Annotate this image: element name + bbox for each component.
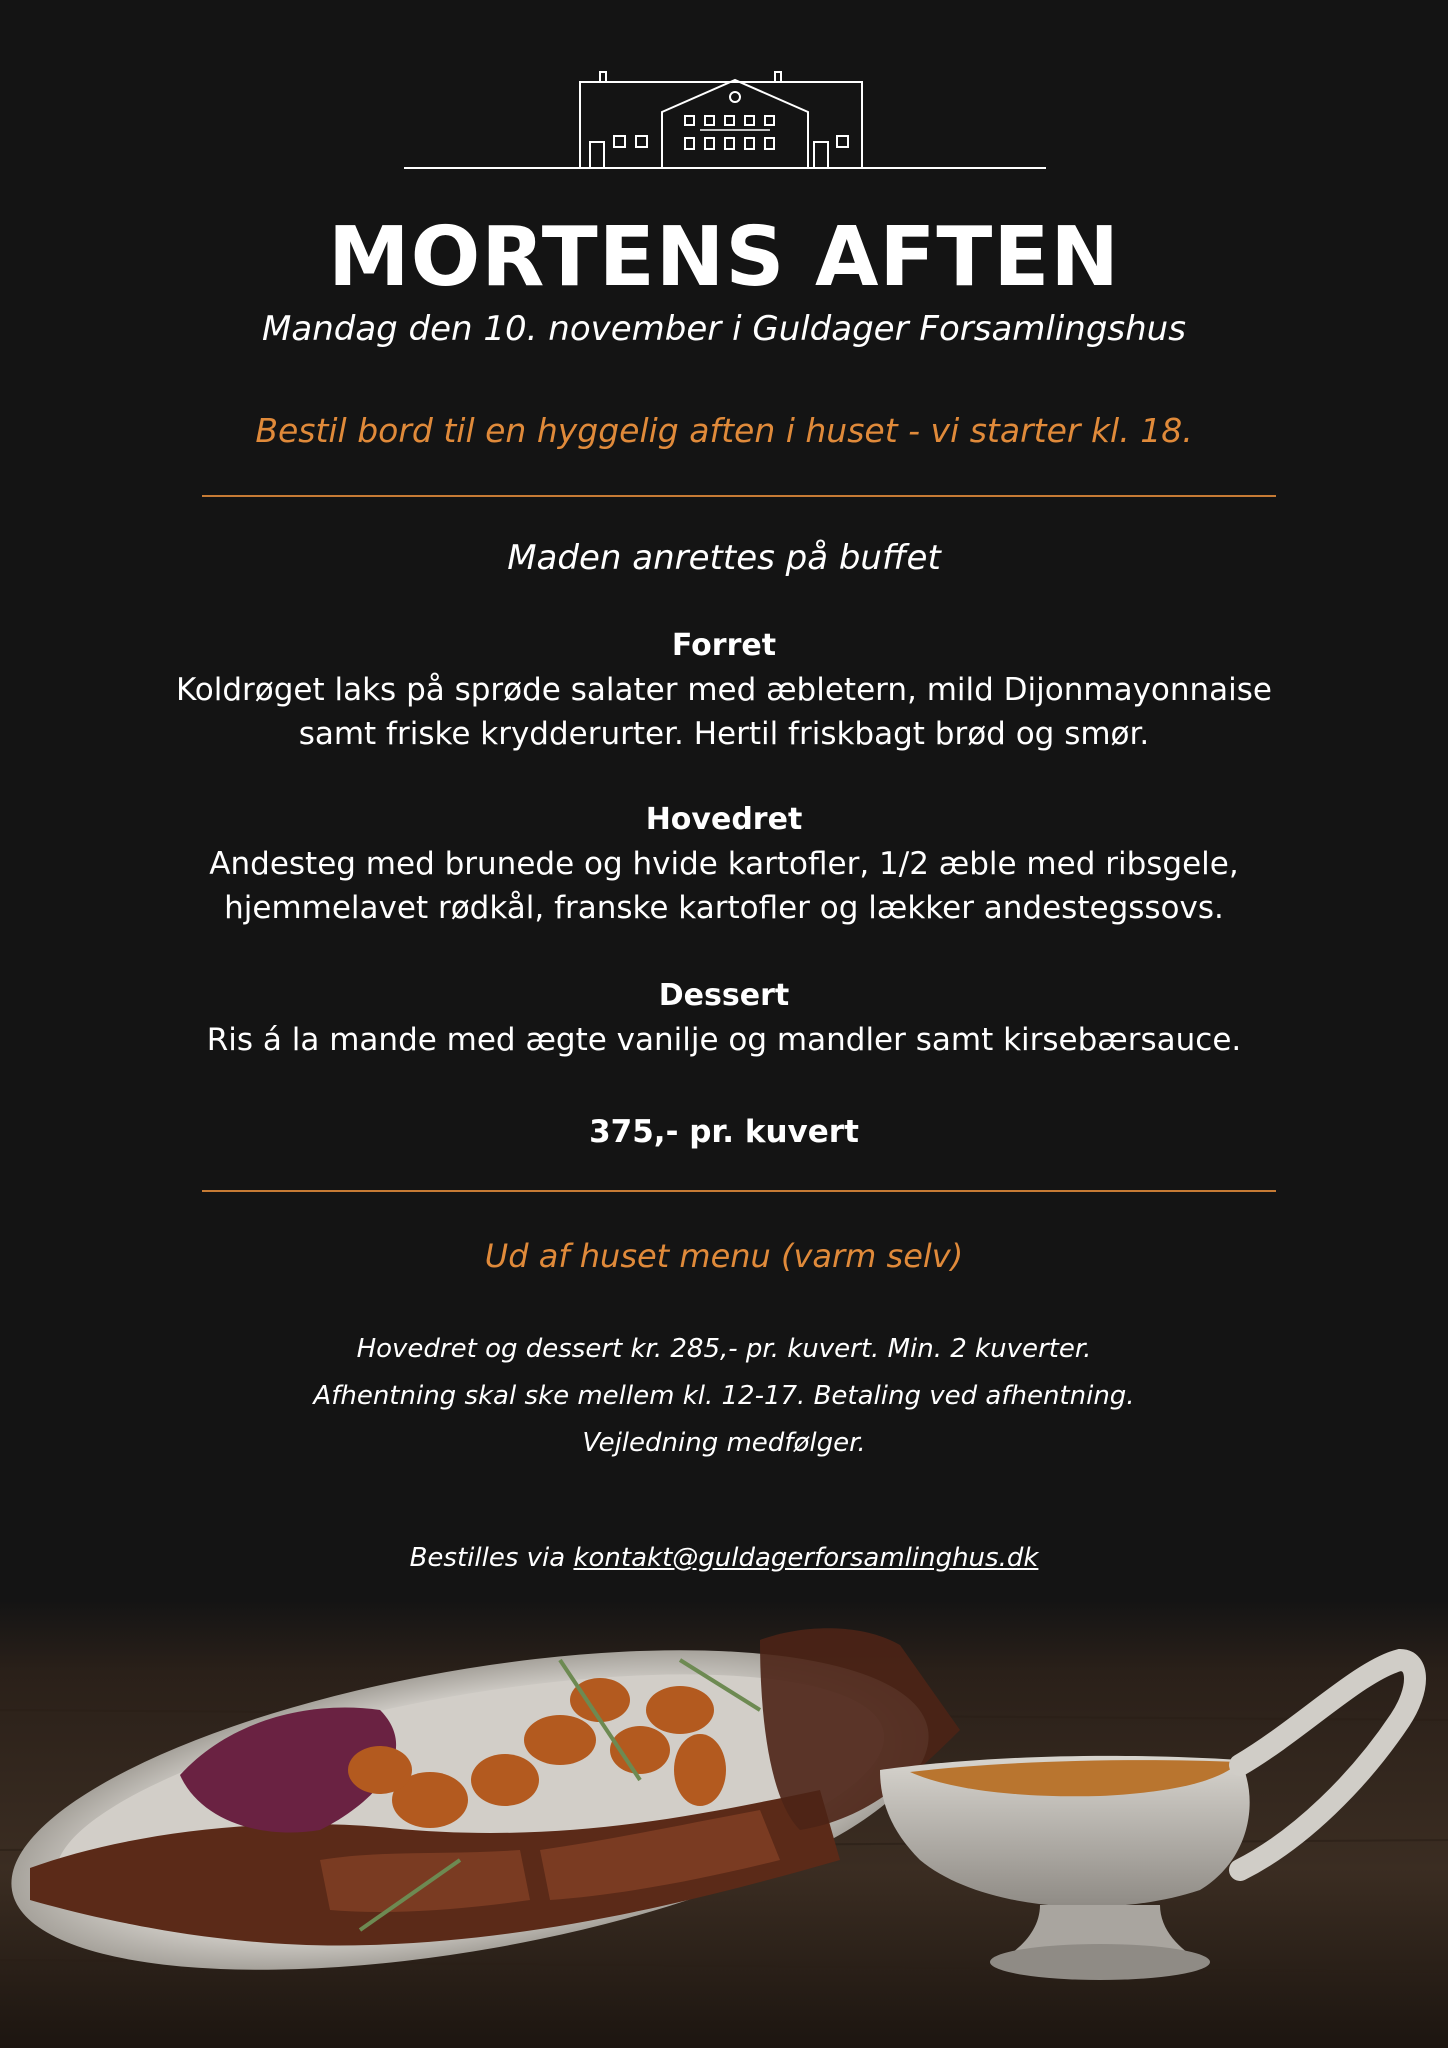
event-subtitle: Mandag den 10. november i Guldager Forsamlingshus (262, 309, 1186, 349)
divider-top (202, 495, 1276, 497)
course-title: Hovedret (645, 802, 803, 837)
order-line (0, 1534, 1448, 1582)
course-line: Koldrøget laks på sprøde salater med æbletern, mild Dijonmayonnaise (175, 672, 1273, 708)
event-title: MORTENS AFTEN (328, 210, 1120, 305)
event-invite: Bestil bord til en hyggelig aften i huset - vi starter kl. 18. (255, 411, 1193, 450)
order-email-link[interactable]: kontakt@guldagerforsamlinghus.dk (573, 1543, 1039, 1573)
course-line: Ris á la mande med ægte vanilje og mandler samt kirsebærsauce. (206, 1022, 1242, 1058)
course-line: Andesteg med brunede og hvide kartofler, 1/2 æble med ribsgele, (209, 846, 1239, 882)
course-dessert (0, 974, 1448, 1062)
divider-bottom (202, 1190, 1276, 1192)
order-prefix: Bestilles via (409, 1543, 566, 1573)
course-line: hjemmelavet rødkål, franske kartofler og lækker andestegssovs. (224, 890, 1224, 926)
course-title: Forret (671, 628, 777, 663)
course-hovedret (0, 798, 1448, 930)
takeaway-details (0, 1326, 1448, 1467)
takeaway-line: Vejledning medfølger. (582, 1428, 866, 1458)
takeaway-line: Hovedret og dessert kr. 285,- pr. kuvert. Min. 2 kuverter. (356, 1334, 1092, 1364)
course-forret (0, 624, 1448, 756)
course-line: samt friske krydderurter. Hertil friskbagt brød og smør. (298, 716, 1150, 752)
takeaway-heading: Ud af huset menu (varm selv) (484, 1237, 964, 1275)
price-per-cover: 375,- pr. kuvert (589, 1114, 859, 1150)
house-logo-icon (400, 70, 1050, 175)
course-title: Dessert (658, 978, 790, 1013)
food-photo (0, 1600, 1448, 2048)
serving-note: Maden anrettes på buffet (507, 538, 941, 578)
takeaway-line: Afhentning skal ske mellem kl. 12-17. Betaling ved afhentning. (313, 1381, 1135, 1411)
